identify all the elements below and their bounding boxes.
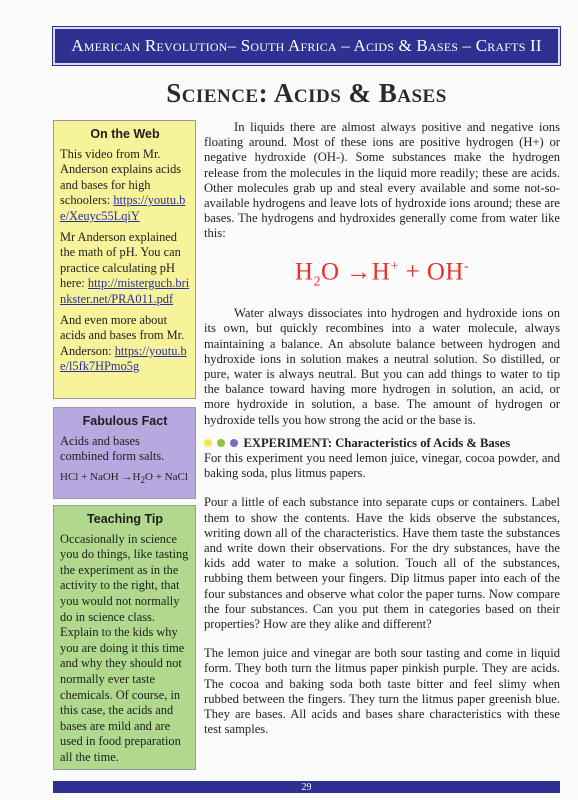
on-the-web-heading: On the Web xyxy=(90,127,160,141)
water-dissociation-equation xyxy=(204,259,560,290)
results-paragraph: The lemon juice and vinegar are both sour tasting and come in liquid form. They both turn the litmus paper pinkish purple. They are acids. The cocoa and baking soda both taste bitter and feel slimy when rubbed between the fingers. They turn the litmus paper greenish blue. They are bases. All acids and bases share characteristics with these test samples. xyxy=(204,646,560,737)
fabulous-fact-heading: Fabulous Fact xyxy=(82,414,168,428)
yellow-dot-icon xyxy=(204,439,212,447)
salt-formula-b: O + NaCl xyxy=(145,470,188,483)
anderson-more-link[interactable]: https://youtu.be/l5fk7HPmo5g xyxy=(60,343,187,374)
teaching-tip-box xyxy=(53,505,196,770)
web-paragraph-3-text: And even more about acids and bases from Mr. Anderson: xyxy=(60,312,185,358)
eq-sup2: - xyxy=(463,258,470,274)
web-paragraph-1-text: This video from Mr. Anderson explains acids and bases for high schoolers: xyxy=(60,146,182,208)
header-banner xyxy=(53,27,560,65)
web-paragraph-2 xyxy=(60,230,190,308)
page-title: Science: Acids & Bases xyxy=(166,78,447,108)
eq-sub: 2 xyxy=(313,273,321,289)
procedure-paragraph: Pour a little of each substance into separate cups or containers. Label them to show the contents. Have the kids observe the substances, writing down all of the characteristics. Have them taste the substances and write down their observations. For the dry substances, have the kids add water to make a solution. Touch all of the substances, rubbing them between your fingers. Dip litmus paper into each of the four substances and observe what color the paper turns. Now compare the four substances. Can you put them in categories based on their properties? How are they alike and different? xyxy=(204,495,560,632)
salt-formula-sub: 2 xyxy=(140,474,146,485)
teaching-tip-text: Occasionally in science you do things, like tasting the experiment as in the activity to the right, that you would not normally do in science class. Explain to the kids why you are doing it this time and why they should not normally ever taste chemicals. Of course, in this case, the acids and bases are mild and are used in food preparation all the time. xyxy=(60,531,189,764)
ph-practice-link[interactable]: http://misterguch.brinkster.net/PRA011.pdf xyxy=(60,276,190,306)
web-paragraph-3 xyxy=(60,313,190,375)
purple-dot-icon xyxy=(230,439,238,447)
green-dot-icon xyxy=(217,439,225,447)
footer-bar xyxy=(53,781,560,793)
eq-sup1: + xyxy=(390,258,399,274)
water-paragraph: Water always dissociates into hydrogen and hydroxide ions on its own, but quickly recombines into a water molecule, always maintaining a balance. An absolute balance between hydrogen and hydroxide ions in solution makes a neutral solution. So distilled, or pure, water is always neutral. But you can add things to water to tip the balance toward having more hydrogen in solution, an acid, or more hydroxide in solution, a base. The amount of hydrogen or hydroxide tells you how strong the acid or the base is. xyxy=(204,306,560,427)
ions-paragraph: In liquids there are almost always positive and negative ions floating around. Most of these ions are positive hydrogen (H+) or negative hydroxide (OH-). Some substances make the hydrogen release from the molecules in the liquid more readily; these are acids. Other molecules grab up and steal every available and some not-so-available hydrogens and leave lots of hydroxide ions around; these are bases. The hydrogens and hydroxides generally come from water like this: xyxy=(204,120,560,241)
teaching-tip-heading: Teaching Tip xyxy=(87,512,163,526)
web-paragraph-1 xyxy=(60,147,190,225)
eq-b: O →H xyxy=(320,257,391,285)
fabulous-fact-box xyxy=(53,407,196,499)
on-the-web-box xyxy=(53,120,196,399)
experiment-heading: EXPERIMENT: Characteristics of Acids & Bases xyxy=(243,435,511,450)
fact-text: Acids and bases combined form salts. xyxy=(60,433,165,464)
experiment-intro: For this experiment you need lemon juice, vinegar, cocoa powder, and baking soda, plus litmus papers. xyxy=(204,450,560,481)
eq-a: H xyxy=(294,257,314,285)
salt-formula-a: HCl + NaOH →H xyxy=(60,470,141,483)
page-number: 29 xyxy=(301,781,312,793)
header-title: American Revolution– South Africa – Acids & Bases – Crafts II xyxy=(71,36,542,55)
eq-c: + OH xyxy=(398,257,464,285)
main-column xyxy=(204,120,560,737)
web-paragraph-2-text: Mr Anderson explained the math of pH. You can practice calculating pH here: xyxy=(60,229,181,291)
salt-formula xyxy=(60,470,190,489)
anderson-video-link[interactable]: https://youtu.be/Xeuyc55LqiY xyxy=(60,193,186,223)
experiment-heading-line xyxy=(204,436,560,451)
